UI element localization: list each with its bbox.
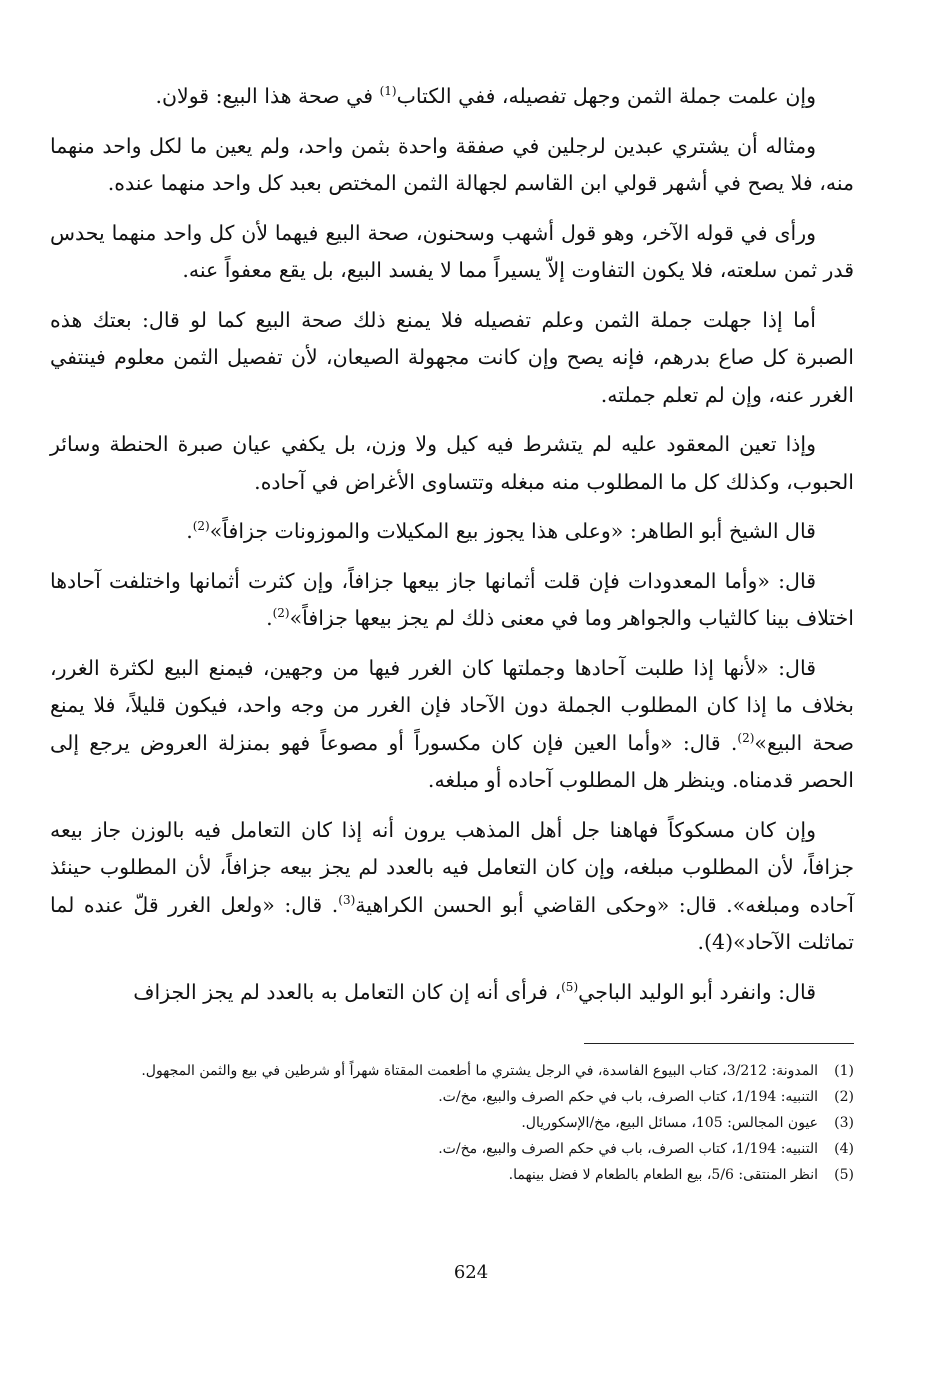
footnote: [50, 1162, 854, 1188]
footnote-marker: (2): [272, 606, 290, 621]
footnote: [50, 1136, 854, 1162]
footnote: [50, 1084, 854, 1110]
paragraph-text: ومثاله أن يشتري عبدين لرجلين في صفقة واحدة بثمن واحد، ولم يعين ما لكل واحد منهما منه، فلا يصح في أشهر قولي ابن القاسم لجهالة الثمن المختص بعبد كل واحد منهما عنده.: [50, 133, 854, 195]
footnote-text: التنبيه: 1/194، كتاب الصرف، باب في حكم الصرف والبيع، مخ/ت.: [438, 1089, 818, 1105]
footnote: [50, 1110, 854, 1136]
paragraph: [50, 302, 854, 415]
footnote-text: انظر المنتقى: 5/6، بيع الطعام بالطعام لا فضل بينهما.: [508, 1167, 818, 1183]
footnote-marker: (2): [192, 519, 210, 534]
paragraph-text: . قال: «ولعل الغرر قلّ عنده لما تماثلت الآحاد»(4).: [50, 892, 854, 954]
paragraph-text: ورأى في قوله الآخر، وهو قول أشهب وسحنون، صحة البيع فيهما لأن كل واحد منهما يحدس قدر ثمن سلعته، فلا يكون التفاوت إلاّ يسيراً مما لا يفسد البيع، بل يقع معفواً عنه.: [50, 220, 854, 282]
paragraph: [50, 812, 854, 962]
footnote-divider: [584, 1043, 854, 1044]
paragraph-text: أما إذا جهلت جملة الثمن وعلم تفصيله فلا يمنع ذلك صحة البيع كما لو قال: بعتك هذه الصبرة كل صاع بدرهم، فإنه يصح وإن كانت مجهولة الصيعان، لأن تفصيل الثمن معلوم فينتفي الغرر عنه، وإن لم تعلم جملته.: [50, 307, 854, 407]
paragraph-text: قال: «لأنها إذا طلبت آحادها وجملتها كان الغرر فيها من وجهين، فيمنع البيع لكثرة الغرر، بخلاف ما إذا كان المطلوب الجملة دون الآحاد فإن الغرر من وجه واحد، فيكون قليلاً، فلا يمنع صحة البيع»: [50, 655, 854, 755]
paragraph-text: قال: وانفرد أبو الوليد الباجي: [578, 979, 816, 1004]
paragraph: [50, 215, 854, 290]
footnote-number: (3): [834, 1115, 854, 1131]
paragraph-text: وإن كان مسكوكاً فهاهنا جل أهل المذهب يرون أنه إذا كان التعامل فيه بالوزن جاز بيعه جزافاً، لأن المطلوب مبلغه، وإن كان التعامل فيه بالعدد لم يجز بيعه جزافاً، لأن المطلوب حينئذ آحاده ومبلغه». قال: «وحكى القاضي أبو الحسن الكراهية: [50, 817, 854, 917]
paragraph-text: .: [266, 606, 273, 630]
footnotes: [50, 1058, 854, 1188]
paragraph: [50, 78, 854, 116]
footnote-marker: (1): [379, 84, 397, 99]
footnote-marker: (2): [737, 730, 755, 745]
paragraph: [50, 513, 854, 551]
paragraph-text: وإن علمت جملة الثمن وجهل تفصيله، ففي الكتاب: [396, 84, 816, 108]
footnote-number: (4): [834, 1141, 854, 1157]
footnote: [50, 1058, 854, 1084]
footnote-marker: (3): [338, 892, 356, 907]
paragraph: [50, 563, 854, 638]
footnote-text: التنبيه: 1/194، كتاب الصرف، باب في حكم الصرف والبيع، مخ/ت.: [438, 1141, 818, 1157]
footnote-number: (5): [834, 1167, 854, 1183]
paragraph-text: .: [186, 519, 193, 543]
paragraph: [50, 128, 854, 203]
footnote-marker: (5): [561, 979, 579, 994]
paragraph: [50, 650, 854, 800]
footnote-text: عيون المجالس: 105، مسائل البيع، مخ/الإسكوريال.: [521, 1115, 818, 1131]
footnote-number: (2): [834, 1089, 854, 1105]
page-number: 624: [453, 1262, 489, 1283]
paragraph-text: في صحة هذا البيع: قولان.: [155, 84, 380, 108]
footnote-text: المدونة: 3/212، كتاب البيوع الفاسدة، في الرجل يشتري ما أطعمت المقتاة شهراً أو شرطين في بيع والثمن المجهول.: [141, 1063, 818, 1079]
footnote-number: (1): [834, 1063, 854, 1079]
paragraph-text: وإذا تعين المعقود عليه لم يتشرط فيه كيل ولا وزن، بل يكفي عيان صبرة الحنطة وسائر الحبوب، وكذلك كل ما المطلوب منه مبغله وتتساوى الأغراض في آحاده.: [50, 432, 854, 494]
paragraph-text: . قال: «وأما العين فإن كان مكسوراً أو مصوعاً فهو بمنزلة العروض يرجع إلى الحصر قدمناه. وينظر هل المطلوب آحاده أو مبلغه.: [50, 730, 854, 792]
body-text: [50, 78, 854, 1011]
paragraph-text: ، فرأى أنه إن كان التعامل به بالعدد لم يجز الجزاف: [133, 979, 562, 1004]
paragraph: [50, 974, 854, 1012]
paragraph-text: قال: «وأما المعدودات فإن قلت أثمانها جاز بيعها جزافاً، وإن كثرت أثمانها واختلفت آحادها اختلاف بينا كالثياب والجواهر وما في معنى ذلك لم يجز بيعها جزافاً»: [50, 568, 854, 630]
paragraph-text: قال الشيخ أبو الطاهر: «وعلى هذا يجوز بيع المكيلات والموزونات جزافاً»: [209, 519, 816, 543]
paragraph: [50, 426, 854, 501]
